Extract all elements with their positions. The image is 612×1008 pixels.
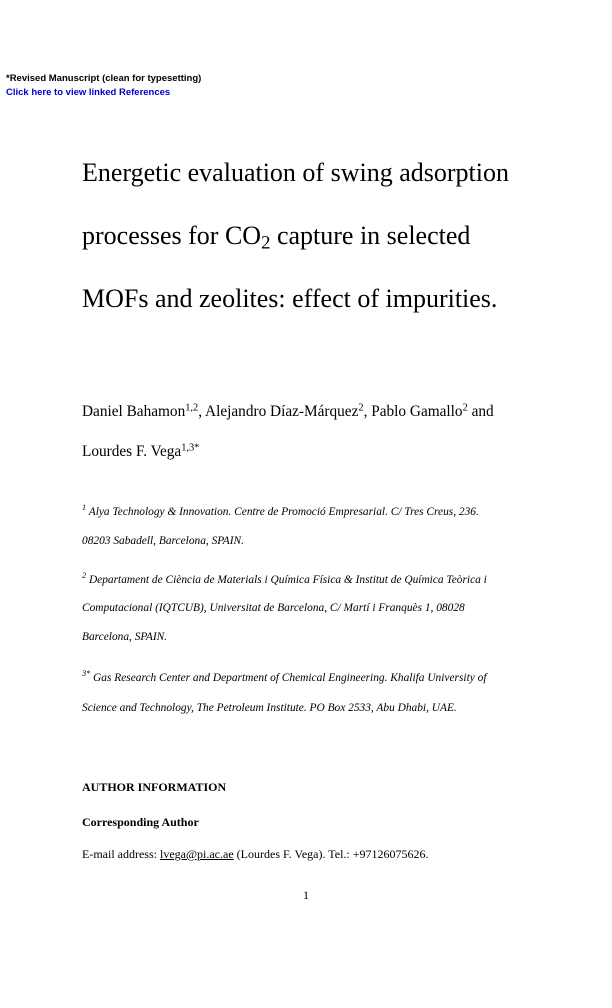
paper-title-line-2 (82, 221, 582, 254)
author-affiliation-marker: 1,3* (181, 442, 200, 454)
author-separator: , (363, 403, 372, 420)
paper-title-line-1: Energetic evaluation of swing adsorption (82, 158, 509, 187)
affiliation-2-line-2: Computacional (IQTCUB), Universitat de Barcelona, C/ Martí i Franquès 1, 08028 (82, 602, 465, 614)
affiliation-3-line-2: Science and Technology, The Petroleum Institute. PO Box 2533, Abu Dhabi, UAE. (82, 702, 457, 714)
author-list-line-1 (82, 403, 494, 421)
author-name: Daniel Bahamon (82, 403, 186, 420)
affiliation-2-line-1 (82, 571, 487, 586)
corresponding-author-heading: Corresponding Author (82, 815, 199, 829)
author-affiliation-marker: 2 (358, 402, 364, 414)
affiliation-marker: 3* (82, 669, 91, 679)
author-information-heading: AUTHOR INFORMATION (82, 780, 227, 794)
affiliation-text: Departament de Ciència de Materials i Química Física & Institut de Química Teòrica i (88, 574, 487, 586)
affiliation-marker: 2 (82, 571, 87, 581)
affiliation-3-line-1 (82, 669, 487, 684)
affiliation-text: Alya Technology & Innovation. Centre de Promoció Empresarial. C/ Tres Creus, 236. (88, 506, 479, 518)
affiliation-marker: 1 (82, 503, 87, 513)
title-text: capture in selected (270, 221, 471, 250)
email-link[interactable]: lvega@pi.ac.ae (159, 847, 234, 861)
affiliation-1-line-2: 08203 Sabadell, Barcelona, SPAIN. (82, 535, 244, 547)
author-name: Alejandro Díaz-Márquez (205, 403, 359, 420)
page-number: 1 (303, 888, 309, 902)
paper-title-line-3: MOFs and zeolites: effect of impurities. (82, 284, 498, 313)
author-list-line-2 (82, 443, 199, 461)
author-separator: , (198, 403, 206, 420)
author-name: Pablo Gamallo (371, 403, 463, 420)
affiliation-1-line-1 (82, 503, 479, 518)
author-affiliation-marker: 2 (462, 402, 468, 414)
manuscript-status-label: *Revised Manuscript (clean for typesetting) (6, 73, 202, 84)
title-subscript: 2 (261, 232, 271, 254)
contact-line (82, 847, 429, 862)
author-separator: and (467, 403, 494, 420)
contact-suffix: (Lourdes F. Vega). Tel.: +97126075626. (233, 847, 429, 861)
email-prefix: E-mail address: (82, 847, 160, 861)
author-affiliation-marker: 1,2 (185, 402, 199, 414)
linked-references-link[interactable]: Click here to view linked References (6, 87, 171, 98)
title-text: processes for CO (82, 221, 262, 250)
author-name: Lourdes F. Vega (82, 443, 182, 460)
affiliation-2-line-3: Barcelona, SPAIN. (82, 631, 168, 643)
affiliation-text: Gas Research Center and Department of Chemical Engineering. Khalifa University of (93, 672, 487, 684)
